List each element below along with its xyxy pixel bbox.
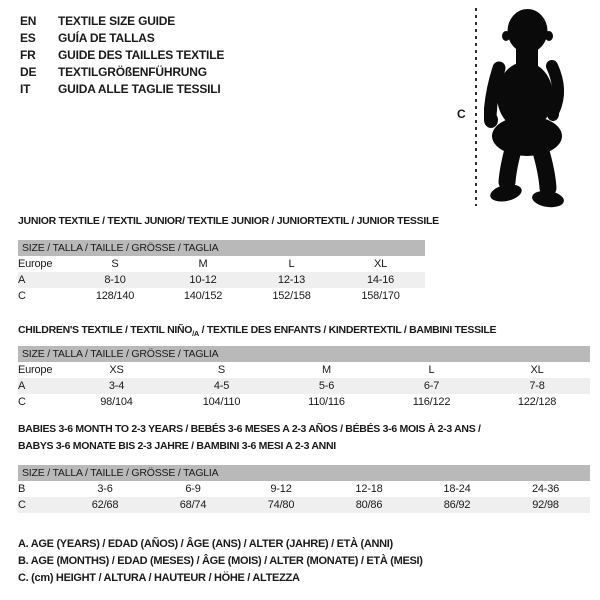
junior-size-table (18, 240, 425, 304)
children-size-table (18, 346, 590, 410)
size-cell: 9-12 (270, 483, 292, 495)
size-header-label: SIZE / TALLA / TAILLE / GRÖSSE / TAGLIA (18, 346, 590, 362)
size-cell: 3-6 (97, 483, 113, 495)
size-cell: 92/98 (501, 497, 590, 513)
size-cell: S (217, 364, 226, 376)
size-cell: M (322, 364, 331, 376)
size-cell: 122/128 (517, 396, 557, 408)
lang-row-fr (20, 47, 224, 64)
size-cell: S (111, 258, 119, 270)
size-cell: 6-7 (379, 378, 484, 394)
legend-line-c: C. (cm) HEIGHT / ALTURA / HAUTEUR / HÖHE / ALTEZZA (18, 572, 300, 584)
table-row (18, 394, 590, 410)
lang-row-es (20, 30, 224, 47)
table-header-band (18, 346, 590, 362)
legend-line-a: A. AGE (YEARS) / EDAD (AÑOS) / ÂGE (ANS) / ALTER (JAHRE) / ETÀ (ANNI) (18, 538, 393, 550)
size-cell: 8-10 (71, 272, 159, 288)
size-cell: 3-4 (64, 378, 169, 394)
lang-label: GUIDA ALLE TAGLIE TESSILI (58, 82, 221, 96)
row-label: Europe (18, 364, 53, 376)
size-cell: 12-18 (355, 483, 383, 495)
size-cell: 6-9 (185, 483, 201, 495)
table-row (18, 256, 425, 272)
table-row (18, 481, 590, 497)
table-header-band (18, 240, 425, 256)
row-label: C (18, 396, 26, 408)
babies-size-table (18, 465, 590, 513)
row-label: C (18, 497, 61, 513)
lang-code: DE (20, 65, 37, 79)
size-header-label: SIZE / TALLA / TAILLE / GRÖSSE / TAGLIA (18, 465, 590, 481)
row-label: B (18, 483, 26, 495)
size-cell: 158/170 (361, 290, 400, 302)
size-cell: L (428, 364, 435, 376)
size-cell: 7-8 (484, 378, 590, 394)
size-cell: 68/74 (149, 497, 237, 513)
table-row (18, 272, 425, 288)
size-cell: 5-6 (274, 378, 379, 394)
size-cell: 98/104 (100, 396, 133, 408)
height-measure-label: C (457, 107, 466, 121)
size-cell: 18-24 (443, 483, 471, 495)
size-cell: 14-16 (336, 272, 425, 288)
title-part: / TEXTILE DES ENFANTS / KINDERTEXTIL / BAMBINI TESSILE (199, 324, 497, 336)
size-cell: 152/158 (272, 290, 311, 302)
table-row (18, 378, 590, 394)
lang-code: EN (20, 14, 37, 28)
size-cell: 74/80 (237, 497, 325, 513)
lang-row-it (20, 81, 224, 98)
lang-code: ES (20, 31, 36, 45)
baby-silhouette-icon (484, 8, 596, 208)
lang-code: IT (20, 82, 31, 96)
lang-row-en (20, 13, 224, 30)
size-cell: XL (530, 364, 544, 376)
size-cell: 10-12 (159, 272, 247, 288)
language-title-block (20, 13, 224, 98)
size-cell: 116/122 (412, 396, 451, 408)
size-cell: 86/92 (413, 497, 501, 513)
title-part: CHILDREN'S TEXTILE / TEXTIL NIÑO (18, 324, 193, 336)
measurement-legend (18, 536, 423, 587)
legend-line-b: B. AGE (MONTHS) / EDAD (MESES) / ÂGE (MOIS) / ALTER (MONATE) / ETÀ (MESI) (18, 555, 423, 567)
size-cell: 12-13 (247, 272, 336, 288)
lang-row-de (20, 64, 224, 81)
size-cell: 4-5 (169, 378, 274, 394)
size-cell: 80/86 (325, 497, 413, 513)
babies-table-title-line2: BABYS 3-6 MONATE BIS 2-3 JAHRE / BAMBINI 3-6 MESI A 2-3 ANNI (18, 440, 336, 452)
row-label: A (18, 378, 64, 394)
size-cell: 140/152 (183, 290, 223, 302)
size-cell: XS (109, 364, 124, 376)
lang-label: TEXTILGRÖßENFÜHRUNG (58, 65, 207, 79)
lang-code: FR (20, 48, 36, 62)
table-header-band (18, 465, 590, 481)
row-label: C (18, 290, 26, 302)
height-measure-dashed-line (475, 8, 477, 206)
lang-label: GUIDE DES TAILLES TEXTILE (58, 48, 225, 62)
size-cell: 110/116 (308, 396, 345, 408)
size-header-label: SIZE / TALLA / TAILLE / GRÖSSE / TAGLIA (18, 240, 425, 256)
lang-label: GUÍA DE TALLAS (58, 31, 155, 45)
table-row (18, 497, 590, 513)
size-cell: 24-36 (531, 483, 560, 495)
table-row (18, 288, 425, 304)
children-table-title (18, 324, 496, 338)
row-label: Europe (18, 258, 53, 270)
size-cell: XL (374, 258, 388, 270)
title-subscript: /A (192, 329, 200, 339)
lang-label: TEXTILE SIZE GUIDE (58, 14, 176, 28)
size-cell: L (288, 258, 295, 270)
size-cell: M (198, 258, 208, 270)
junior-table-title: JUNIOR TEXTILE / TEXTIL JUNIOR/ TEXTILE JUNIOR / JUNIORTEXTIL / JUNIOR TESSILE (18, 215, 439, 227)
size-cell: 104/110 (202, 396, 241, 408)
table-row (18, 362, 590, 378)
babies-table-title-line1: BABIES 3-6 MONTH TO 2-3 YEARS / BEBÉS 3-6 MESES A 2-3 AÑOS / BÉBÉS 3-6 MOIS À 2-3 ANS / (18, 423, 481, 435)
row-label: A (18, 272, 71, 288)
size-cell: 128/140 (95, 290, 135, 302)
size-cell: 62/68 (61, 497, 149, 513)
